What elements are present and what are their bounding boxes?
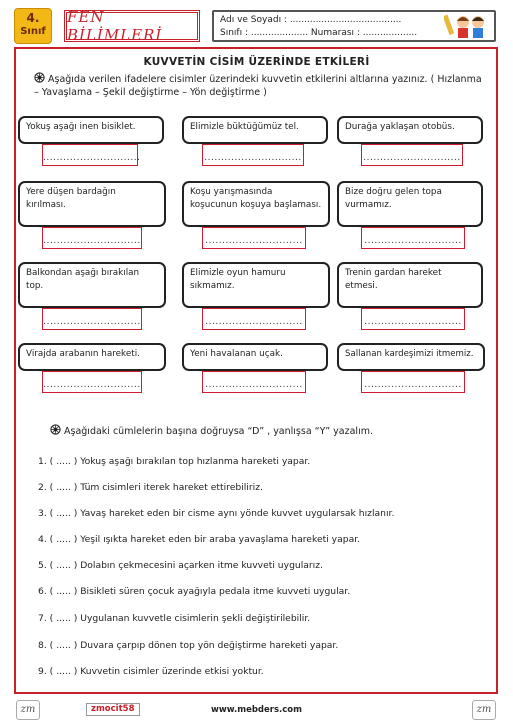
true-false-question: 4. ( ..... ) Yeşil ışıkta hareket eden bir araba yavaşlama hareketi yapar. [38, 534, 361, 545]
footer-logo-right: zm [472, 700, 496, 720]
true-false-question: 8. ( ..... ) Duvara çarpıp dönen top yön değiştirme hareketi yapar. [38, 640, 339, 651]
statement-box: Yokuş aşağı inen bisiklet. [18, 116, 164, 144]
answer-field[interactable]: ............................. [202, 144, 304, 166]
answer-field[interactable]: ............................. [42, 371, 142, 393]
answer-field[interactable]: ............................. [202, 308, 306, 330]
frame-left [14, 47, 16, 692]
instruction-1 [34, 72, 484, 99]
name-line: Adı ve Soyadı : ....................................... [220, 15, 402, 25]
true-false-question: 2. ( ..... ) Tüm cisimleri iterek hareket ettirebiliriz. [38, 482, 263, 493]
statement-box: Durağa yaklaşan otobüs. [337, 116, 483, 144]
answer-field[interactable]: ............................. [42, 227, 142, 249]
true-false-question: 6. ( ..... ) Bisikleti süren çocuk ayağıyla pedala itme kuvveti uygular. [38, 586, 351, 597]
answer-field[interactable]: ............................. [361, 371, 465, 393]
statement-box: Elimizle büktüğümüz tel. [182, 116, 328, 144]
footer-logo-left: zm [16, 700, 40, 720]
statement-box: Koşu yarışmasında koşucunun koşuya başlaması. [182, 181, 330, 227]
grade-label: Sınıf [20, 26, 46, 37]
header-divider [14, 47, 498, 49]
frame-right [496, 47, 498, 692]
statement-box: Balkondan aşağı bırakılan top. [18, 262, 166, 308]
class-number-line: Sınıfı : .................... Numarası : ................... [220, 28, 418, 38]
statement-box: Bize doğru gelen topa vurmamız. [337, 181, 483, 227]
student-info-box [212, 10, 496, 42]
statement-box: Trenin gardan hareket etmesi. [337, 262, 483, 308]
grade-number: 4. [26, 11, 40, 25]
worksheet-title: KUVVETİN CİSİM ÜZERİNDE ETKİLERİ [143, 56, 370, 68]
instruction-1-text: Aşağıda verilen ifadelere cisimler üzerindeki kuvvetin etkilerini altlarına yazınız. ( Hızlanma – Yavaşlama – Şekil değiştirme – Yön değiştirme ) [34, 74, 482, 98]
true-false-question: 5. ( ..... ) Dolabın çekmecesini açarken itme kuvveti uygularız. [38, 560, 323, 571]
statement-box: Virajda arabanın hareketi. [18, 343, 166, 371]
footer-code: zmocit58 [86, 703, 140, 716]
statement-box: Yeni havalanan uçak. [182, 343, 328, 371]
flower-bullet-icon [50, 424, 61, 435]
statement-box: Elimizle oyun hamuru sıkmamız. [182, 262, 330, 308]
true-false-question: 1. ( ..... ) Yokuş aşağı bırakılan top hızlanma hareketi yapar. [38, 456, 311, 467]
instruction-2-text: Aşağıdaki cümlelerin başına doğruysa “D” , yanlışsa “Y” yazalım. [64, 426, 373, 437]
footer-divider [14, 692, 498, 694]
subject-title: FEN BİLİMLERİ [64, 10, 200, 42]
grade-badge [14, 8, 52, 44]
true-false-question: 7. ( ..... ) Uygulanan kuvvetle cisimlerin şekli değiştirilebilir. [38, 613, 311, 624]
true-false-question: 9. ( ..... ) Kuvvetin cisimler üzerinde etkisi yoktur. [38, 666, 264, 677]
flower-bullet-icon [34, 72, 45, 83]
children-illustration-icon [444, 13, 490, 39]
true-false-question: 3. ( ..... ) Yavaş hareket eden bir cisme aynı yönde kuvvet uygularsak hızlanır. [38, 508, 395, 519]
statement-box: Sallanan kardeşimizi itmemiz. [337, 343, 485, 371]
statement-box: Yere düşen bardağın kırılması. [18, 181, 166, 227]
answer-field[interactable]: ............................. [361, 227, 465, 249]
answer-field[interactable]: ............................. [361, 308, 465, 330]
answer-field[interactable]: ............................. [42, 144, 138, 166]
answer-field[interactable]: ............................. [42, 308, 142, 330]
answer-field[interactable]: ............................. [361, 144, 463, 166]
footer-site-link[interactable]: www.mebders.com [210, 705, 302, 715]
answer-field[interactable]: ............................. [202, 371, 306, 393]
instruction-2 [50, 424, 373, 437]
answer-field[interactable]: ............................. [202, 227, 306, 249]
